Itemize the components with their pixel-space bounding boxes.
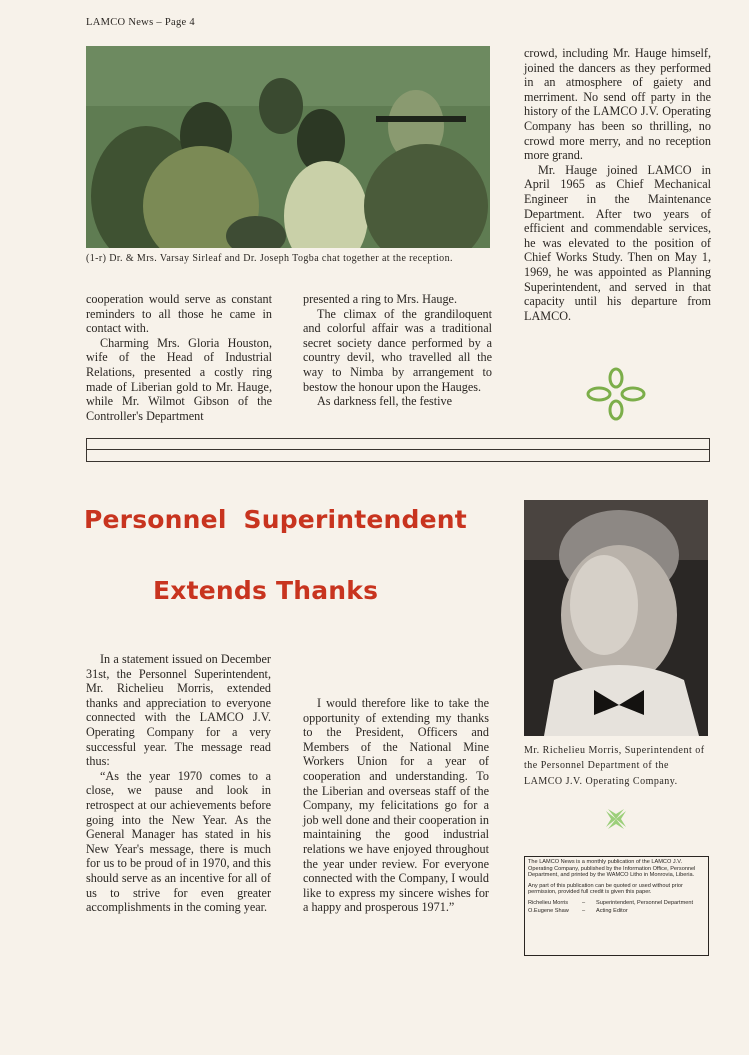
portrait-photo-caption: Mr. Richelieu Morris, Superintendent of the Personnel Department of the LAMCO J.V. Operating Company. <box>524 745 705 787</box>
article1-column-2 <box>303 292 492 409</box>
paragraph: cooperation would serve as constant reminders to all those he came in contact with. <box>86 292 272 336</box>
article2-column-1 <box>86 652 271 915</box>
staff-name: Richelieu Morris <box>528 899 569 906</box>
small-ornament-icon <box>603 808 629 830</box>
paragraph: Charming Mrs. Gloria Houston, wife of the Head of Industrial Relations, presented a costly ring made of Liberian gold to Mr. Hauge, while Mr. Wilmot Gibson of the Controller's Department <box>86 335 272 423</box>
masthead-box <box>524 856 709 956</box>
paragraph: Mr. Hauge joined LAMCO in April 1965 as Chief Mechanical Engineer in the Maintenance Department. After two years of efficient and commendable services, he was elevated to the position of Chief Works Study. Then on May 1, 1969, he was appointed as Planning Superintendent, and served in that capacity until his departure from LAMCO. <box>524 162 711 323</box>
article2-column-2 <box>303 696 489 915</box>
paragraph: “As the year 1970 comes to a close, we pause and look in retrospect at our achievements before going into the New Year. As the General Manager has stated in his New Year's message, there is much for us to be proud of in 1970, and this should serve as an incentive for all of us to strive for even greater accomplishments in the coming year. <box>86 768 271 915</box>
running-head: LAMCO News – Page 4 <box>86 17 195 28</box>
staff-role: Superintendent, Personnel Department <box>596 899 694 906</box>
reception-photo-caption: (1-r) Dr. & Mrs. Varsay Sirleaf and Dr. Joseph Togba chat together at the reception. <box>86 253 453 264</box>
paragraph: presented a ring to Mrs. Hauge. <box>303 292 457 306</box>
paragraph: In a statement issued on December 31st, the Personnel Superintendent, Mr. Richelieu Morris, extended thanks and appreciation to everyone connected with the LAMCO J.V. Operating Company for a very successful year. The message read thus: <box>86 652 271 769</box>
paragraph: As darkness fell, the festive <box>317 394 453 409</box>
headline-line-1: Personnel Superintendent <box>84 505 467 534</box>
flourish-ornament-icon <box>585 365 647 423</box>
portrait-photo <box>524 500 708 736</box>
paragraph: crowd, including Mr. Hauge himself, joined the dancers as they performed in an atmosphere of gaiety and merriment. No send off party in the history of the LAMCO J.V. Operating Company has been so thrilling, no crowd more merry, and no reception more grand. <box>524 46 711 163</box>
paragraph: The climax of the grandiloquent and colorful affair was a traditional secret society dance performed by a country devil, who travelled all the way to Nimba by arrangement to bestow the honour upon the Hauges. <box>303 306 492 394</box>
staff-dash: – <box>582 899 586 906</box>
reception-photo <box>86 46 490 248</box>
staff-role: Acting Editor <box>596 907 628 914</box>
masthead-notice: Any part of this publication can be quoted or used without prior permission, provided full credit is given this paper. <box>528 882 683 896</box>
staff-row <box>528 900 705 907</box>
article1-column-1 <box>86 292 272 423</box>
reception-photo-image <box>86 46 490 248</box>
staff-row <box>528 908 705 915</box>
article1-column-3 <box>524 46 711 323</box>
headline-line-2: Extends Thanks <box>153 576 379 605</box>
staff-dash: – <box>582 907 586 914</box>
section-divider <box>86 438 710 462</box>
portrait-photo-image <box>524 500 708 736</box>
staff-name: O.Eugene Shaw <box>528 907 569 914</box>
paragraph: I would therefore like to take the opportunity of extending my thanks to the President, Officers and Members of the National Mine Workers Union for a year of cooperation and understanding. To the Liberian and overseas staff of the Company, my felicitations go for a job well done and their cooperation in maintaining the good industrial relations we have enjoyed throughout the year under review. For everyone connected with the Company, I would like to express my sincere wishes for a happy and prosperous 1971.” <box>303 696 489 915</box>
masthead-about: The LAMCO News is a monthly publication of the LAMCO J.V. Operating Company, published by the Information Office, Personnel Department, and printed by the WAMCO Litho in Monrovia, Liberia. <box>528 859 696 879</box>
